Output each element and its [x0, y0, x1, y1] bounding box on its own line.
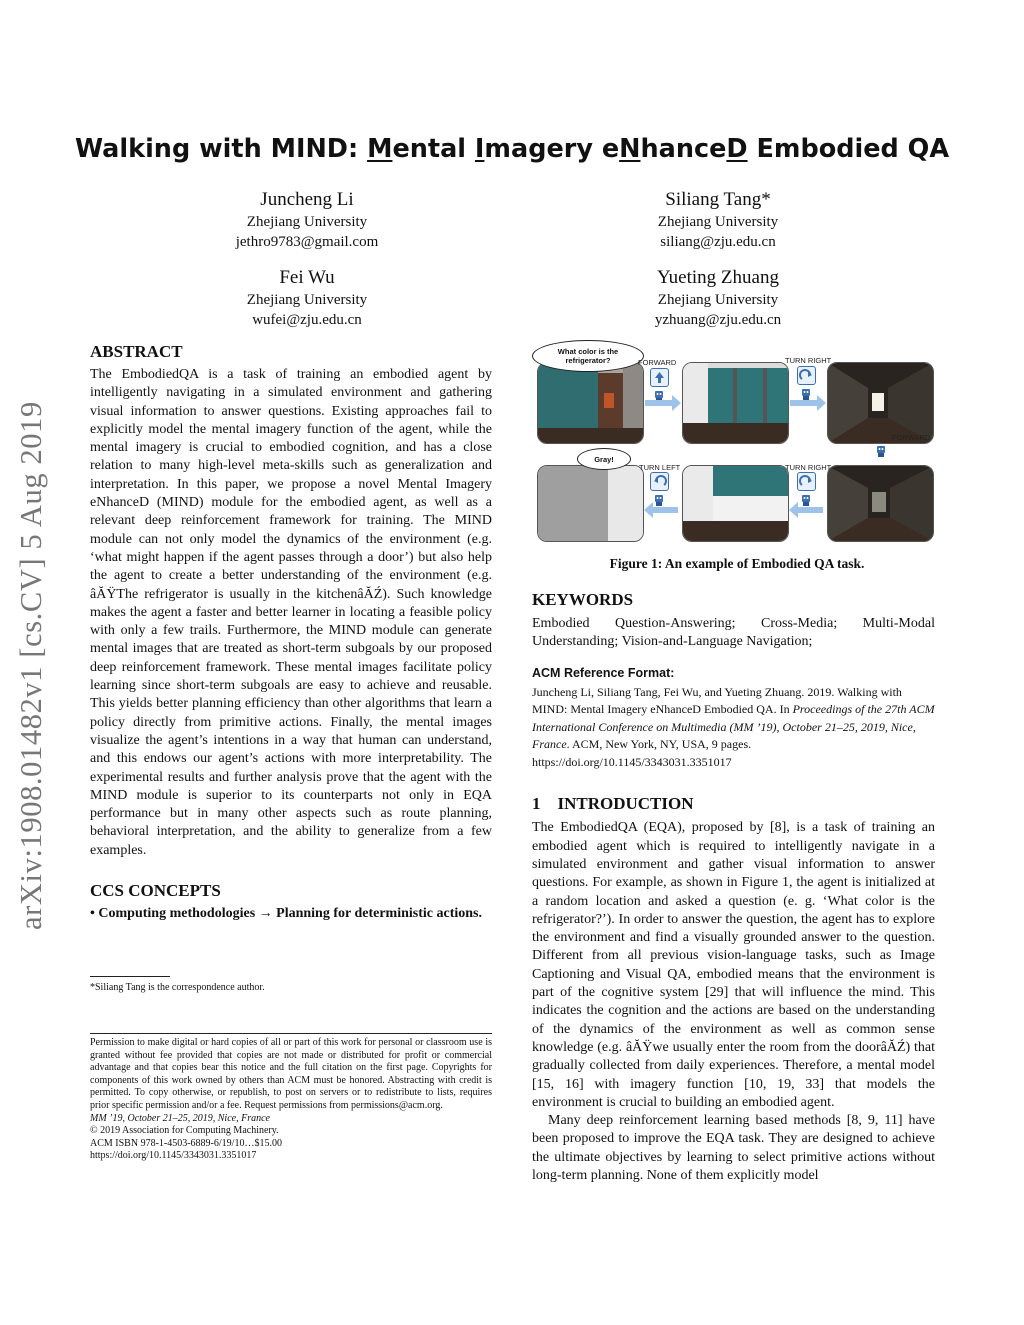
author-email: yzhuang@zju.edu.cn — [654, 312, 782, 328]
author-name: Siliang Tang* — [665, 189, 771, 210]
author-affiliation: Zhejiang University — [657, 292, 779, 308]
abstract-text: The EmbodiedQA is a task of training an embodied agent by intelligently navigating in a simulated environment and gathering visual information to answer questions. Existing approaches fail to explicitly model the mental imagery function of the agent, while the mental imagery is crucial to embodied cognition, and has a close relation to many high-level meta-skills such as generalization and interpretation. In this paper, we propose a novel Mental Imagery eNhanceD (MIND) module for the embodied agent, as well as a relevant deep reinforcement framework for training. The MIND module can not only model the dynamics of the environment (e.g. ‘what might happen if the agent passes through a door’) but also help the agent to create a better understanding of the environment (e.g. âĂŸThe refrigerator is usually in the kitchenâĂŹ). Such knowledge makes the agent a faster and better learner in locating a feasible policy with only a few trails. Furthermore, the MIND module can generate mental images that are treated as short-term subgoals by our proposed deep reinforcement framework. These mental images facilitate policy learning since short-term subgoals are easy to achieve and reusable. This yields better planning efficiency than other algorithms that learn a policy directly from primitive actions. Finally, the mental images visualize the agent’s intentions in a way that human can understand, and this endows our agent’s actions with more interpretability. The experimental results and further analysis prove that the agent with the MIND module is superior to its counterparts not only in EQA performance but in many other aspects such as route planning, behavioral interpretation, and the ability to generalize from a few examples. — [90, 367, 492, 858]
author-name: Juncheng Li — [260, 189, 354, 210]
left-arrow-icon — [652, 507, 678, 513]
action-label: FORWARD — [638, 358, 677, 367]
intro-paragraph-2: Many deep reinforcement learning based methods [8, 9, 11] have been proposed to improve the EQA task. They are designed to achieve the ultimate objectives by learning to select primitive actions without long-term planning. None of them explicitly model — [532, 1113, 935, 1184]
robot-icon — [800, 493, 812, 507]
scene-image — [827, 362, 934, 444]
title-part: Walking with MIND: — [74, 134, 368, 164]
venue: MM ’19, October 21–25, 2019, Nice, France — [90, 1112, 270, 1124]
left-arrow-icon — [797, 507, 823, 513]
ccs-heading: CCS CONCEPTS — [90, 881, 221, 901]
answer-bubble — [577, 448, 631, 470]
title-part: I — [474, 134, 485, 164]
isbn: ACM ISBN 978-1-4503-6889-6/19/10…$15.00 — [90, 1137, 282, 1149]
scene-image — [682, 362, 789, 444]
copyright: © 2019 Association for Computing Machinery. — [90, 1125, 279, 1137]
title-part: M — [367, 134, 393, 164]
answer-text: Gray! — [594, 454, 614, 464]
title-part: hance — [640, 134, 727, 164]
permission-rule — [90, 1033, 492, 1034]
robot-icon — [875, 444, 887, 458]
footnote: *Siliang Tang is the correspondence author. — [90, 982, 265, 993]
title-part: Embodied QA — [747, 134, 950, 164]
action-label: TURN LEFT — [639, 463, 681, 472]
paper-title — [0, 134, 1024, 164]
author-affiliation: Zhejiang University — [246, 292, 368, 308]
acm-ref-heading: ACM Reference Format: — [532, 665, 675, 680]
author-email: siliang@zju.edu.cn — [660, 234, 776, 250]
intro-paragraph-1: The EmbodiedQA (EQA), proposed by [8], is a task of training an embodied agent which is required to intelligently navigate in a simulated environment and gather visual information to answer questions. For example, as shown in Figure 1, the agent is initialized at a random location and asked a question (e. g. ‘What color is the refrigerator?’). In order to answer the question, the agent has to explore the environment and find a visually grounded answer to the question. Different from all previous vision-language tasks, such as Image Captioning and Visual QA, embodied means that the environment is part of the cognitive system [29] that will influence the mind. This indicates the cognition and the actions are based on the understanding of the dynamics of the environment as well as common sense knowledge (e.g. âĂŸwe usually enter the room from the doorâĂŹ) that gradually collected from daily experiences. Therefore, a mental model [15, 16] with imagery function [10, 19, 33] that models the environment is crucial to building an embodied agent. — [532, 820, 935, 1110]
title-part: ental — [392, 134, 475, 164]
left-column — [90, 341, 492, 923]
title-part: magery e — [484, 134, 620, 164]
author-email: jethro9783@gmail.com — [235, 234, 379, 250]
turn-left-icon — [650, 472, 669, 491]
question-text: What color is the refrigerator? — [557, 347, 619, 365]
title-part: D — [726, 134, 748, 164]
question-bubble — [532, 340, 644, 372]
arxiv-stamp: arXiv:1908.01482v1 [cs.CV] 5 Aug 2019 — [14, 401, 48, 930]
robot-icon — [653, 493, 665, 507]
doi-link[interactable]: https://doi.org/10.1145/3343031.3351017 — [90, 1150, 257, 1162]
acm-ref-part: . ACM, New York, NY, USA, 9 pages. https://doi.org/10.1145/3343031.3351017 — [532, 737, 752, 769]
permission-text: Permission to make digital or hard copies of all or part of this work for personal or classroom use is granted without fee provided that copies are not made or distributed for profit or commercial advantage and that copies bear this notice and the full citation on the first page. Copyrights for components of this work owned by others than ACM must be honored. Abstracting with credit is permitted. To copy otherwise, or republish, to post on servers or to redistribute to lists, requires prior specific permission and/or a fee. Request permissions from permissions@acm.org. — [90, 1037, 492, 1111]
author-block — [568, 266, 868, 330]
author-name: Yueting Zhuang — [657, 267, 779, 288]
turn-right-icon — [797, 472, 816, 491]
author-email: wufei@zju.edu.cn — [252, 312, 362, 328]
right-arrow-icon — [645, 400, 673, 406]
intro-heading: 1 INTRODUCTION — [532, 794, 694, 814]
acm-ref-proceedings: Proceedings of the 27th ACM International Conference on Multimedia (MM ’19), October 21–25, 2019, Nice, France — [532, 702, 935, 752]
author-name: Fei Wu — [279, 267, 335, 288]
right-arrow-icon — [790, 400, 818, 406]
title-part: N — [619, 134, 641, 164]
author-affiliation: Zhejiang University — [246, 214, 368, 230]
acm-ref-part: Juncheng Li, Siliang Tang, Fei Wu, and Yueting Zhuang. 2019. Walking with MIND: Mental Imagery eNhanceD Embodied QA. In — [532, 684, 902, 717]
author-block — [157, 188, 457, 252]
scene-image — [682, 465, 789, 542]
keywords-text: Embodied Question-Answering; Cross-Media; Multi-Modal Understanding; Vision-and-Language Navigation; — [532, 616, 935, 650]
action-label: TURN RIGHT — [785, 463, 832, 472]
ccs-text: • Computing methodologies → Planning for deterministic actions. — [90, 906, 482, 922]
right-column — [532, 589, 935, 1185]
turn-right-icon — [797, 366, 816, 385]
forward-arrow-icon — [650, 368, 669, 387]
keywords-heading: KEYWORDS — [532, 590, 634, 609]
author-block — [568, 188, 868, 252]
scene-image — [827, 465, 934, 542]
figure-1 — [532, 340, 942, 555]
figure-caption: Figure 1: An example of Embodied QA task. — [609, 556, 865, 571]
footnote-rule — [90, 976, 170, 977]
abstract-heading: ABSTRACT — [90, 342, 183, 361]
permission-block — [90, 1037, 492, 1163]
action-label: TURN RIGHT — [785, 356, 832, 365]
author-affiliation: Zhejiang University — [657, 214, 779, 230]
action-label: FORWARD — [892, 433, 931, 442]
author-block — [157, 266, 457, 330]
robot-icon — [800, 387, 812, 401]
scene-image — [537, 465, 644, 542]
acm-ref-text — [532, 684, 935, 772]
scene-image — [537, 362, 644, 444]
